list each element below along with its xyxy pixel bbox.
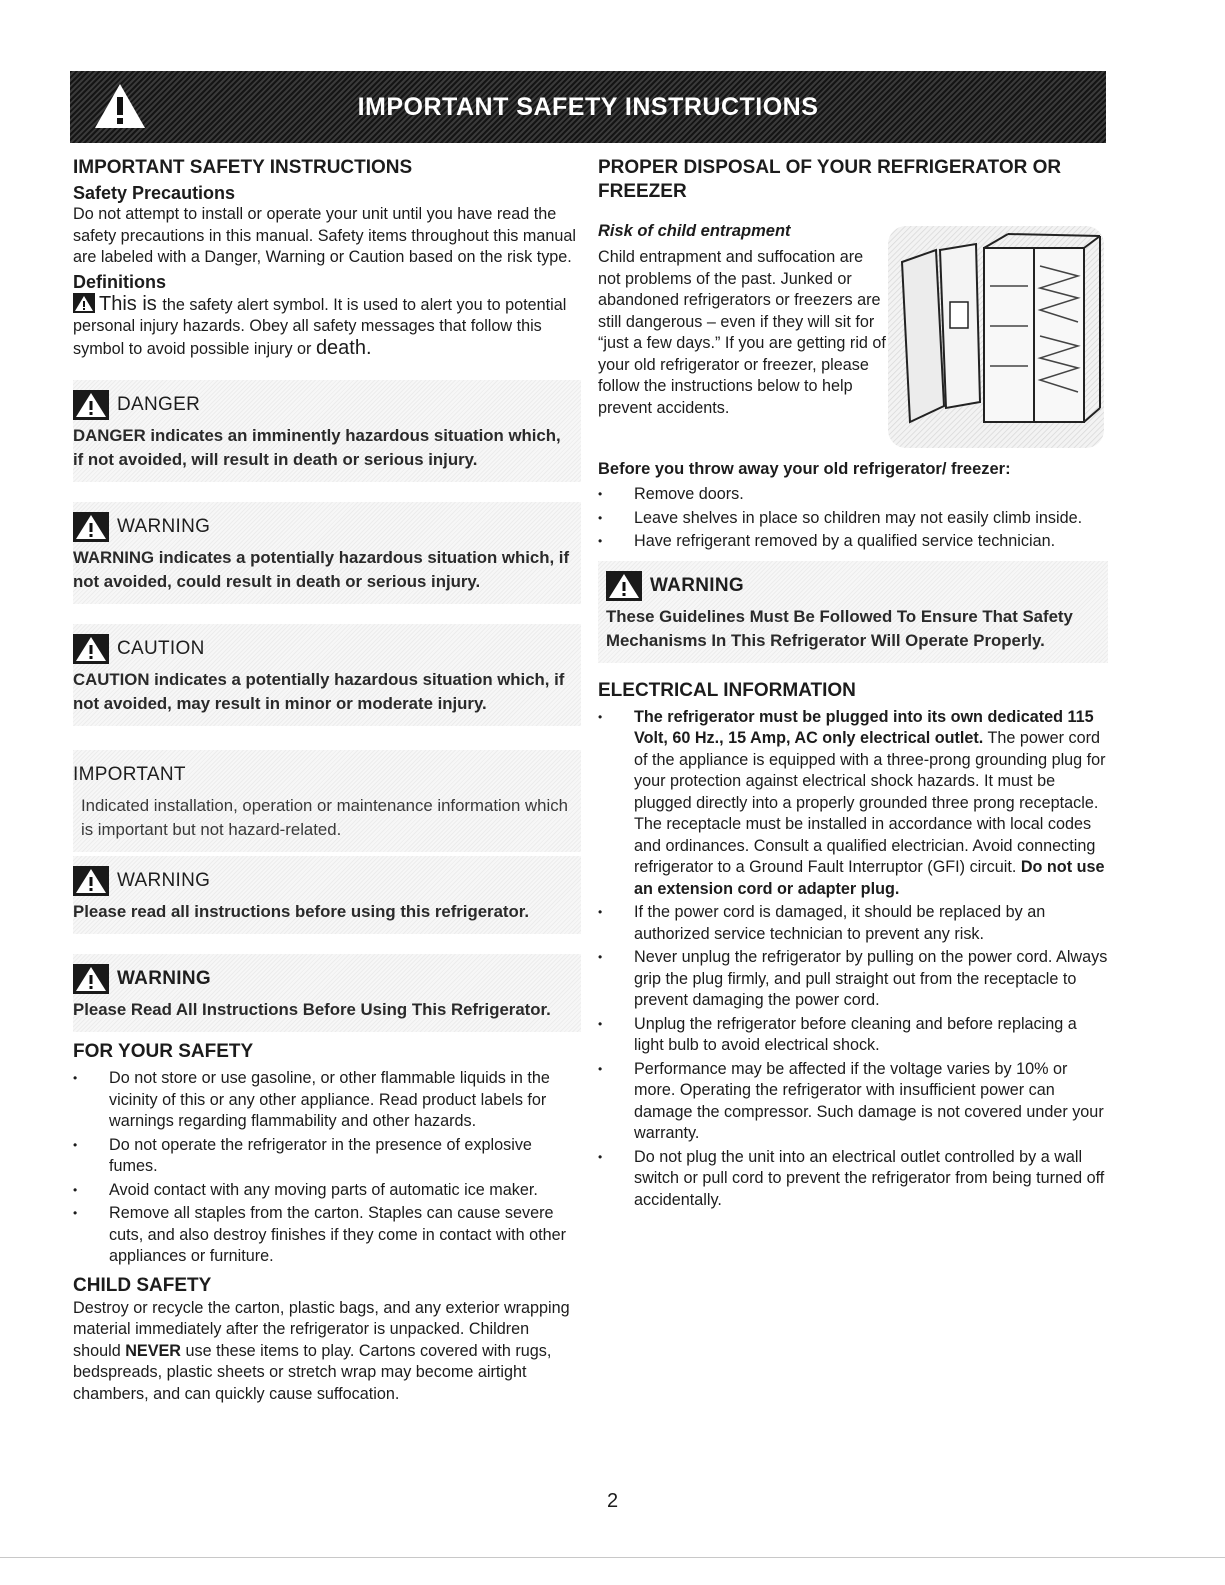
before-throw-title: Before you throw away your old refrigerator/ freezer: — [598, 460, 1011, 478]
list-item: • Leave shelves in place so children may not easily climb inside. — [598, 508, 1108, 530]
safety-precautions-title: Safety Precautions — [73, 183, 236, 203]
warning-3-text: Please Read All Instructions Before Using This Refrigerator. — [73, 1000, 551, 1019]
for-your-safety-title: FOR YOUR SAFETY — [73, 1041, 254, 1062]
electrical-bold-1: The refrigerator must be plugged into its own dedicated 115 Volt, 60 Hz., 15 Amp, AC only electrical outlet. — [634, 707, 1094, 747]
warning-panel-2 — [73, 856, 581, 934]
danger-panel — [73, 380, 581, 482]
page-number: 2 — [606, 1490, 619, 1512]
caution-panel — [73, 624, 581, 726]
warning-panel-3 — [73, 954, 581, 1032]
safety-alert-icon — [73, 293, 95, 313]
refrigerator-illustration — [888, 226, 1104, 448]
list-item: • Never unplug the refrigerator by pulling on the power cord. Always grip the plug firmly, and pull straight out from the receptacle to prevent damaging the power cord. — [598, 947, 1108, 1012]
warning-3-label: WARNING — [117, 968, 211, 989]
risk-text: Child entrapment and suffocation are not problems of the past. Junked or abandoned refrigerators or freezers are still dangerous – even if they will sit for “just a few days.” If you are getting rid of your old refrigerator or freezer, please follow the instructions below to help prevent accidents. — [598, 248, 886, 417]
right-warning-text: These Guidelines Must Be Followed To Ensure That Safety Mechanisms In This Refrigerator Will Operate Properly. — [606, 606, 1073, 650]
electrical-list — [598, 707, 1108, 1212]
important-label: IMPORTANT — [73, 764, 186, 785]
right-column — [598, 156, 1108, 1213]
electrical-text-1: The power cord of the appliance is equipped with a three-prong grounding plug for your protection against electrical shock hazards. It must be plugged directly into a properly grounded three prong receptacle. The receptacle must be installed in accordance with local codes and ordinances. Consult a qualified electrician. Avoid connecting refrigerator to a Ground Fault Interruptor (GFI) circuit. — [634, 729, 1106, 876]
caution-label: CAUTION — [117, 638, 205, 659]
warning-label: WARNING — [117, 516, 211, 537]
electrical-title: ELECTRICAL INFORMATION — [598, 679, 856, 701]
left-column — [73, 156, 581, 1405]
list-item: • Performance may be affected if the voltage varies by 10% or more. Operating the refrigerator with insufficient power can damage the compressor. Such damage is not covered under your warranty. — [598, 1059, 1108, 1145]
warning-triangle-icon — [606, 571, 642, 601]
left-heading: IMPORTANT SAFETY INSTRUCTIONS — [73, 157, 413, 178]
warning-triangle-icon — [73, 634, 109, 664]
list-item: • Avoid contact with any moving parts of automatic ice maker. — [73, 1180, 581, 1202]
warning-panel — [73, 502, 581, 604]
safety-precautions-text: Do not attempt to install or operate your unit until you have read the safety precautions in this manual. Safety items throughout this manual are labeled with a Danger, Warning or Caution based on the risk type. — [73, 205, 576, 266]
list-item: • Do not store or use gasoline, or other flammable liquids in the vicinity of this or any other appliance. Read product labels for warnings regarding flammability and other hazards. — [73, 1068, 581, 1133]
warning-triangle-icon — [73, 964, 109, 994]
important-text: Indicated installation, operation or maintenance information which is important but not hazard-related. — [81, 796, 568, 839]
child-safety-title: CHILD SAFETY — [73, 1274, 212, 1296]
list-item: • Have refrigerant removed by a qualified service technician. — [598, 531, 1108, 553]
bottom-rule — [0, 1557, 1225, 1558]
warning-triangle-icon — [73, 512, 109, 542]
list-item: • Do not operate the refrigerator in the presence of explosive fumes. — [73, 1135, 581, 1178]
caution-text: CAUTION indicates a potentially hazardous situation which, if not avoided, may result in minor or moderate injury. — [73, 670, 565, 713]
header-banner — [70, 71, 1106, 143]
definitions-lead: This is — [99, 292, 163, 315]
list-item: • Remove all staples from the carton. Staples can cause severe cuts, and also destroy finishes if they come in contact with other appliances or furniture. — [73, 1203, 581, 1268]
for-your-safety-list — [73, 1068, 581, 1268]
danger-label: DANGER — [117, 394, 201, 415]
warning-triangle-icon — [73, 390, 109, 420]
list-item: • If the power cord is damaged, it should be replaced by an authorized service technician to prevent any risk. — [598, 902, 1108, 945]
list-item — [598, 707, 1108, 901]
risk-block — [598, 222, 888, 419]
warning-2-label: WARNING — [117, 870, 211, 891]
child-safety-text — [73, 1298, 581, 1406]
important-panel — [73, 750, 581, 852]
warning-2-text: Please read all instructions before using this refrigerator. — [73, 902, 530, 921]
right-warning-label: WARNING — [650, 574, 744, 596]
list-item: • Remove doors. — [598, 484, 1108, 506]
risk-title: Risk of child entrapment — [598, 222, 791, 240]
electrical-bold-2: Do not use an extension cord or adapter plug. — [634, 858, 1105, 898]
definitions-body: the safety alert symbol. It is used to alert you to potential personal injury hazards. Obey all safety messages that follow this symbol to avoid possible injury or — [73, 295, 567, 358]
disposal-heading: PROPER DISPOSAL OF YOUR REFRIGERATOR OR FREEZER — [598, 157, 1062, 202]
before-throw-list — [598, 484, 1108, 553]
definitions-title: Definitions — [73, 271, 166, 292]
definitions-last-word: death. — [315, 336, 372, 359]
child-safety-text-b: use these items to play. Cartons covered with rugs, bedspreads, plastic sheets or stretch wrap may become airtight chambers, and can quickly cause suffocation. — [73, 1341, 552, 1403]
list-item: • Do not plug the unit into an electrical outlet controlled by a wall switch or pull cord to prevent the refrigerator from being turned off accidentally. — [598, 1147, 1108, 1212]
child-safety-never: NEVER — [125, 1341, 181, 1360]
child-safety-text-a: Destroy or recycle the carton, plastic bags, and any exterior wrapping material immediately after the refrigerator is unpacked. Children should — [73, 1298, 570, 1360]
warning-text: WARNING indicates a potentially hazardous situation which, if not avoided, could result in death or serious injury. — [73, 548, 570, 591]
list-item: • Unplug the refrigerator before cleaning and before replacing a light bulb to avoid electrical shock. — [598, 1014, 1108, 1057]
danger-text: DANGER indicates an imminently hazardous situation which, if not avoided, will result in death or serious injury. — [73, 426, 561, 469]
warning-triangle-icon — [73, 866, 109, 896]
definitions-text — [73, 293, 581, 361]
right-warning-panel — [598, 561, 1108, 663]
banner-title: IMPORTANT SAFETY INSTRUCTIONS — [357, 93, 819, 121]
